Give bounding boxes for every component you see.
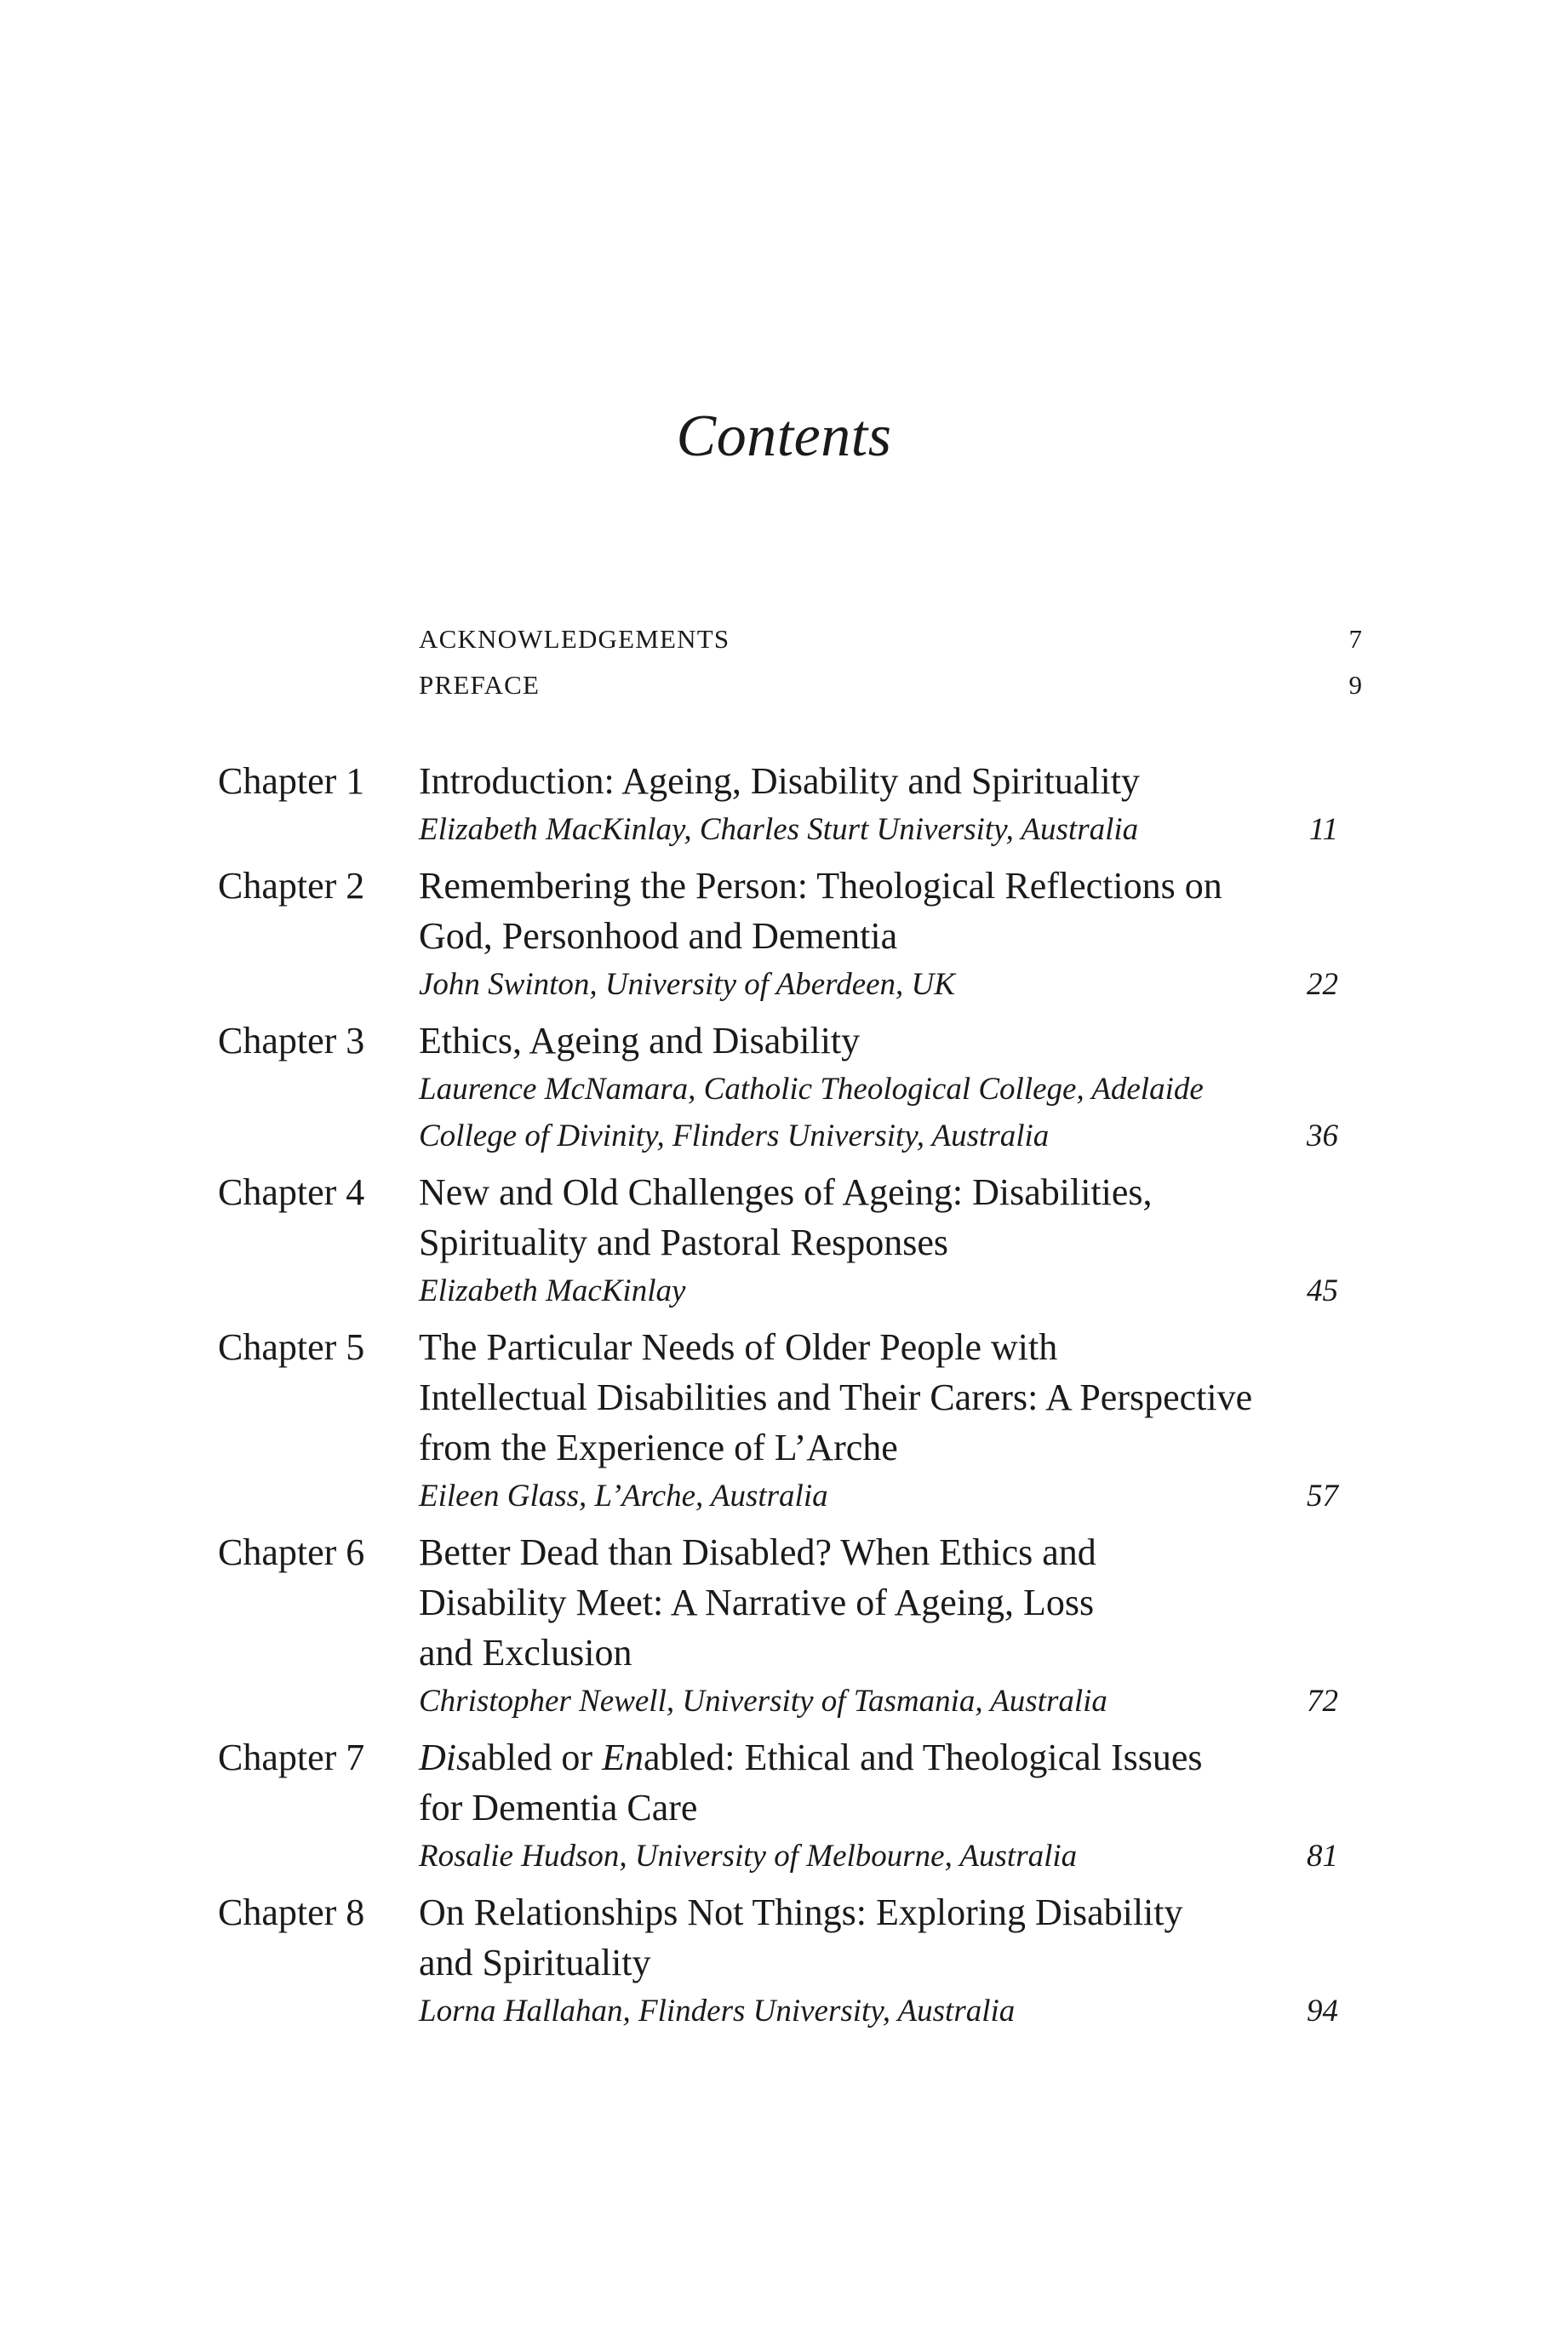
chapter-page: 22 (1307, 967, 1338, 1002)
chapter-label: Chapter 3 (218, 1020, 365, 1062)
chapter-entry-1[interactable] (0, 756, 1568, 853)
chapter-page: 45 (1307, 1273, 1338, 1308)
chapter-entry-8[interactable] (0, 1887, 1568, 2034)
chapter-title: On Relationships Not Things: Exploring Disability and Spirituality (419, 1891, 1183, 1983)
chapter-author: Rosalie Hudson, University of Melbourne, Australia 81 (419, 1833, 1338, 1880)
front-matter-label: ACKNOWLEDGEMENTS (419, 624, 730, 654)
front-matter-entry[interactable] (419, 616, 1362, 662)
chapter-author: Elizabeth MacKinlay, Charles Sturt University, Australia 11 (419, 806, 1338, 853)
chapter-label: Chapter 8 (218, 1891, 365, 1933)
chapter-entry-6[interactable] (0, 1527, 1568, 1725)
chapter-label: Chapter 5 (218, 1326, 365, 1368)
chapter-list (0, 756, 1568, 2042)
chapter-author: Lorna Hallahan, Flinders University, Australia 94 (419, 1988, 1338, 2034)
front-matter-page: 7 (1348, 624, 1362, 654)
chapter-author: Christopher Newell, University of Tasmania, Australia 72 (419, 1678, 1338, 1725)
chapter-title: Better Dead than Disabled? When Ethics and Disability Meet: A Narrative of Ageing, Loss and Exclusion (419, 1531, 1096, 1674)
chapter-page: 11 (1308, 812, 1338, 847)
front-matter-label: PREFACE (419, 670, 541, 700)
chapter-title: Remembering the Person: Theological Reflections on God, Personhood and Dementia (419, 865, 1222, 957)
chapter-page: 81 (1307, 1839, 1338, 1874)
chapter-author: Elizabeth MacKinlay 45 (419, 1268, 1338, 1314)
front-matter-page: 9 (1348, 670, 1362, 700)
chapter-label: Chapter 4 (218, 1171, 365, 1213)
chapter-title: Disabled or Enabled: Ethical and Theological Issues for Dementia Care (419, 1737, 1203, 1828)
page-title: Contents (676, 403, 892, 469)
chapter-author: John Swinton, University of Aberdeen, UK 22 (419, 961, 1338, 1008)
chapter-page: 94 (1307, 1994, 1338, 2029)
chapter-title: The Particular Needs of Older People with Intellectual Disabilities and Their Carers: A Perspective from the Experience of L’Arche (419, 1326, 1253, 1468)
chapter-label: Chapter 6 (218, 1531, 365, 1573)
chapter-entry-3[interactable] (0, 1016, 1568, 1159)
chapter-page: 72 (1307, 1684, 1338, 1719)
chapter-label: Chapter 7 (218, 1737, 365, 1778)
chapter-page: 57 (1307, 1479, 1338, 1514)
chapter-author: Eileen Glass, L’Arche, Australia 57 (419, 1473, 1338, 1519)
chapter-author: Laurence McNamara, Catholic Theological College, Adelaide College of Divinity, Flinders University, Australia 36 (419, 1066, 1338, 1159)
chapter-title: New and Old Challenges of Ageing: Disabilities, Spirituality and Pastoral Responses (419, 1171, 1153, 1263)
chapter-title: Ethics, Ageing and Disability (419, 1020, 861, 1062)
chapter-title: Introduction: Ageing, Disability and Spirituality (419, 760, 1140, 802)
front-matter-list (419, 616, 1362, 708)
chapter-entry-7[interactable] (0, 1732, 1568, 1880)
chapter-entry-4[interactable] (0, 1167, 1568, 1314)
chapter-page: 36 (1307, 1119, 1338, 1153)
chapter-label: Chapter 1 (218, 760, 365, 802)
chapter-entry-5[interactable] (0, 1322, 1568, 1519)
chapter-entry-2[interactable] (0, 861, 1568, 1008)
chapter-label: Chapter 2 (218, 865, 365, 907)
front-matter-entry[interactable] (419, 662, 1362, 708)
